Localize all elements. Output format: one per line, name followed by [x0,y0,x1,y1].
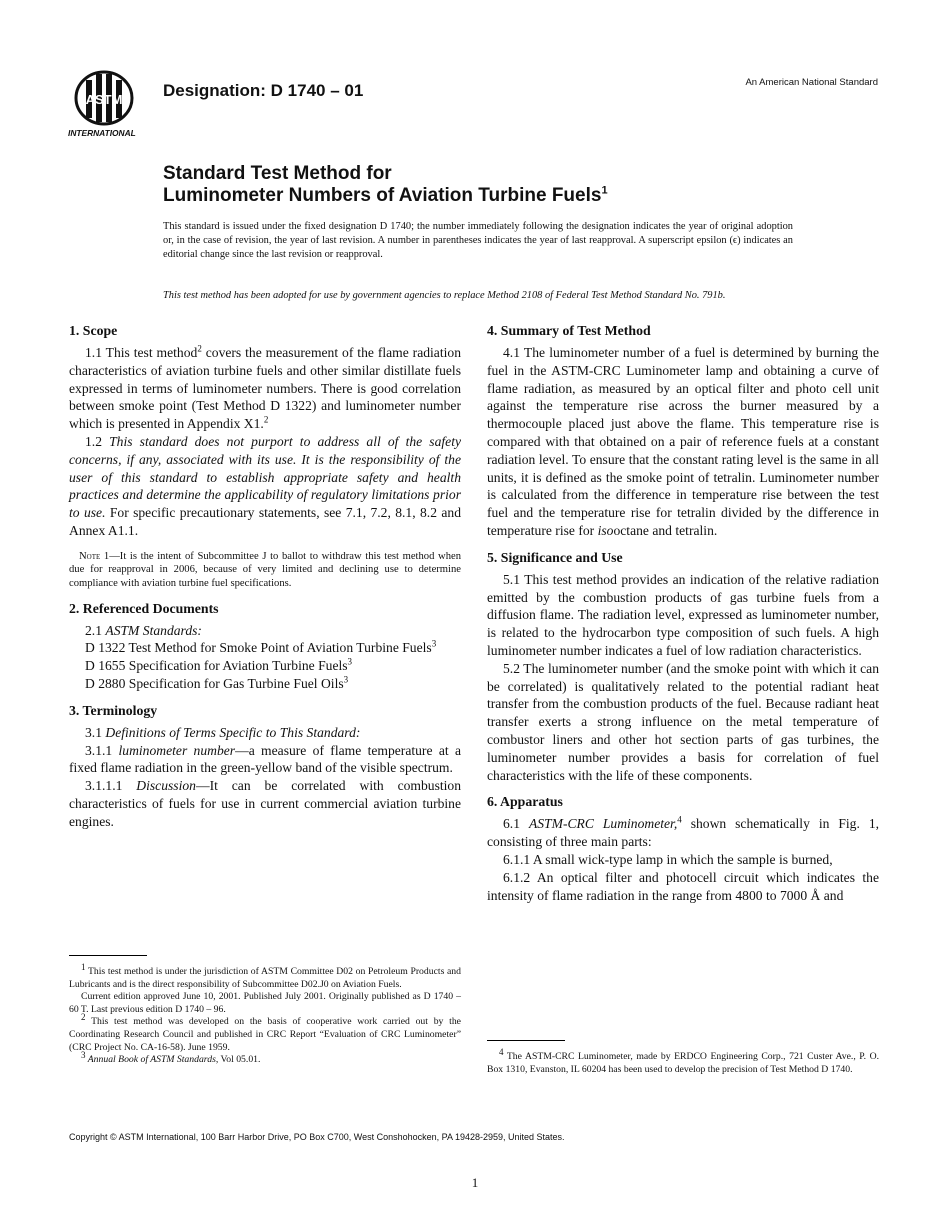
page-number: 1 [471,1175,479,1190]
section-heading: 6. Apparatus [487,794,563,810]
title-line2: Luminometer Numbers of Aviation Turbine Fuels$^1$ [163,184,608,206]
logo-text: ASTM [85,92,123,107]
footnote-2: $^2$ This test method was developed on the basis of cooperative work carried out by the Coordinating Research Council and published in CRC Report “Evaluation of CRC Luminometer” (CRC Project No. CA-16-58). June 1959. [69,1012,461,1053]
section-heading: 4. Summary of Test Method [487,323,651,338]
paragraph-3-1-1: 3.1.1 luminometer number—a measure of flame temperature at a fixed flame radiation in the green-yellow band of the visible spectrum. [69,742,461,776]
paragraph-3-1: 3.1 Definitions of Terms Specific to This Standard: [85,724,361,740]
paragraph-6-1-1: 6.1.1 A small wick-type lamp in which the sample is burned, [503,851,833,867]
section-terminology [69,702,461,831]
american-national-standard: An American National Standard [745,77,878,88]
reference-item: D 2880 Specification for Gas Turbine Fuel Oils$^3$ [85,674,349,691]
logo-subtext: INTERNATIONAL [68,128,136,138]
paragraph-5-1: 5.1 This test method provides an indication of the relative radiation emitted by the combustion products of gas turbine fuels from a diffusion flame. The radiation level, expressed as luminometer number, is related to the hydrocarbon type composition of such fuels. A high luminometer number indicates a fuel of low radiation characteristics. [487,571,879,658]
section-apparatus [487,793,879,904]
paragraph-5-2: 5.2 The luminometer number (and the smoke point with which it can be correlated) is qualitatively related to the potential radiant heat transfer from the combustion products of the fuel. Because radiant heat transfer exerts a strong influence on the metal temperature of combustor liners and other hot section parts of gas turbines, the luminometer number provides a basis for correlation of fuel characteristics with the life of these components. [487,660,879,783]
section-heading: 2. Referenced Documents [69,600,219,616]
adopted-notice: This test method has been adopted for use by government agencies to replace Method 2108 of Federal Test Method Standard No. 791b. [163,290,726,301]
section-summary [487,322,879,540]
paragraph-2-1: 2.1 ASTM Standards: [85,622,202,638]
footnote-1-edition: Current edition approved June 10, 2001. Published July 2001. Originally published as D 1740 – 60 T. Last previous edition D 1740 – 96. [69,991,461,1015]
footnotes-left [69,955,461,1067]
section-heading: 5. Significance and Use [487,549,623,565]
footnote-3: $^3$ Annual Book of ASTM Standards, Vol 05.01. [81,1049,261,1066]
designation: Designation: D 1740 – 01 [163,81,364,100]
section-scope [69,322,461,591]
reference-item: D 1655 Specification for Aviation Turbine Fuels$^3$ [85,656,353,674]
title-footnote-mark: 1 [601,184,608,197]
page-title [163,163,608,207]
section-significance [487,549,879,785]
section-referenced-documents [69,600,461,693]
footnotes-right [487,1040,879,1076]
note-1: Note 1—It is the intent of Subcommittee J to ballot to withdraw this test method when due for reapproval in 2006, because of very limited and declining use to determine compliance with aviation turbine fuel specifications. [69,550,461,589]
paragraph-1-2: 1.2 This standard does not purport to address all of the safety concerns, if any, associated with its use. It is the responsibility of the user of this standard to establish appropriate safety and health practices and determine the applicability of regulatory limitations prior to use. For specific precautionary statements, see 7.1, 7.2, 8.1, 8.2 and Annex A1.1. [69,433,462,538]
section-heading: 1. Scope [69,323,118,338]
astm-logo [66,70,152,140]
reference-item: D 1322 Test Method for Smoke Point of Aviation Turbine Fuels$^3$ [85,638,437,656]
title-line1: Standard Test Method for [163,163,392,184]
paragraph-1-1: 1.1 This test method$^2$ covers the measurement of the flame radiation characteristics of aviation turbine fuels and other similar distillate fuels expressed in terms of luminometer numbers. There is good correlation between smoke point (Test Method D 1322) and luminometer number which is presented in Appendix X1.$^2$ [69,343,461,432]
paragraph-6-1-2: 6.1.2 An optical filter and photocell circuit which indicates the intensity of flame radiation in the range from 4800 to 7000 Å and [487,869,879,903]
paragraph-3-1-1-1: 3.1.1.1 Discussion—It can be correlated with combustion characteristics of fuels for use in current commercial aviation turbine engines. [69,778,462,829]
paragraph-6-1: 6.1 ASTM-CRC Luminometer,$^4$ shown schematically in Fig. 1, consisting of three main parts: [487,814,880,850]
footnote-1: $^1$ This test method is under the jurisdiction of ASTM Committee D02 on Petroleum Products and Lubricants and is the direct responsibility of Subcommittee D02.J0 on Aviation Fuels. [69,961,461,990]
left-column [69,322,461,840]
right-column [487,322,879,913]
paragraph-4-1: 4.1 The luminometer number of a fuel is determined by burning the fuel in the ASTM-CRC Luminometer lamp and obtaining a curve of flame radiation, as measured by an optical filter and photo cell unit against the temperature rise across the burner measured by a thermocouple placed just above the flame. This temperature rise is compared with that obtained on a pair of reference fuels at a constant radiation level. To ensure that the constant rating level is the same in all units, it is defined as the smoke point of tetralin. Luminometer number is calculated from the difference in temperature rise between the test fuel and the temperature rise for tetralin divided by the difference in temperature rise for isooctane and tetralin. [487,345,879,538]
issued-notice: This standard is issued under the fixed designation D 1740; the number immediately following the designation indicates the year of original adoption or, in the case of revision, the year of last revision. A number in parentheses indicates the year of last reapproval. A superscript epsilon (ϵ) indicates an editorial change since the last revision or reapproval. [163,221,793,260]
footnote-4: $^4$ The ASTM-CRC Luminometer, made by ERDCO Engineering Corp., 721 Custer Ave., P. O. Box 1310, Evanston, IL 60204 has been used to develop the precision of Test Method D 1740. [487,1046,879,1075]
section-heading: 3. Terminology [69,702,158,718]
copyright: Copyright © ASTM International, 100 Barr Harbor Drive, PO Box C700, West Conshohocken, PA 19428-2959, United States. [69,1132,565,1142]
